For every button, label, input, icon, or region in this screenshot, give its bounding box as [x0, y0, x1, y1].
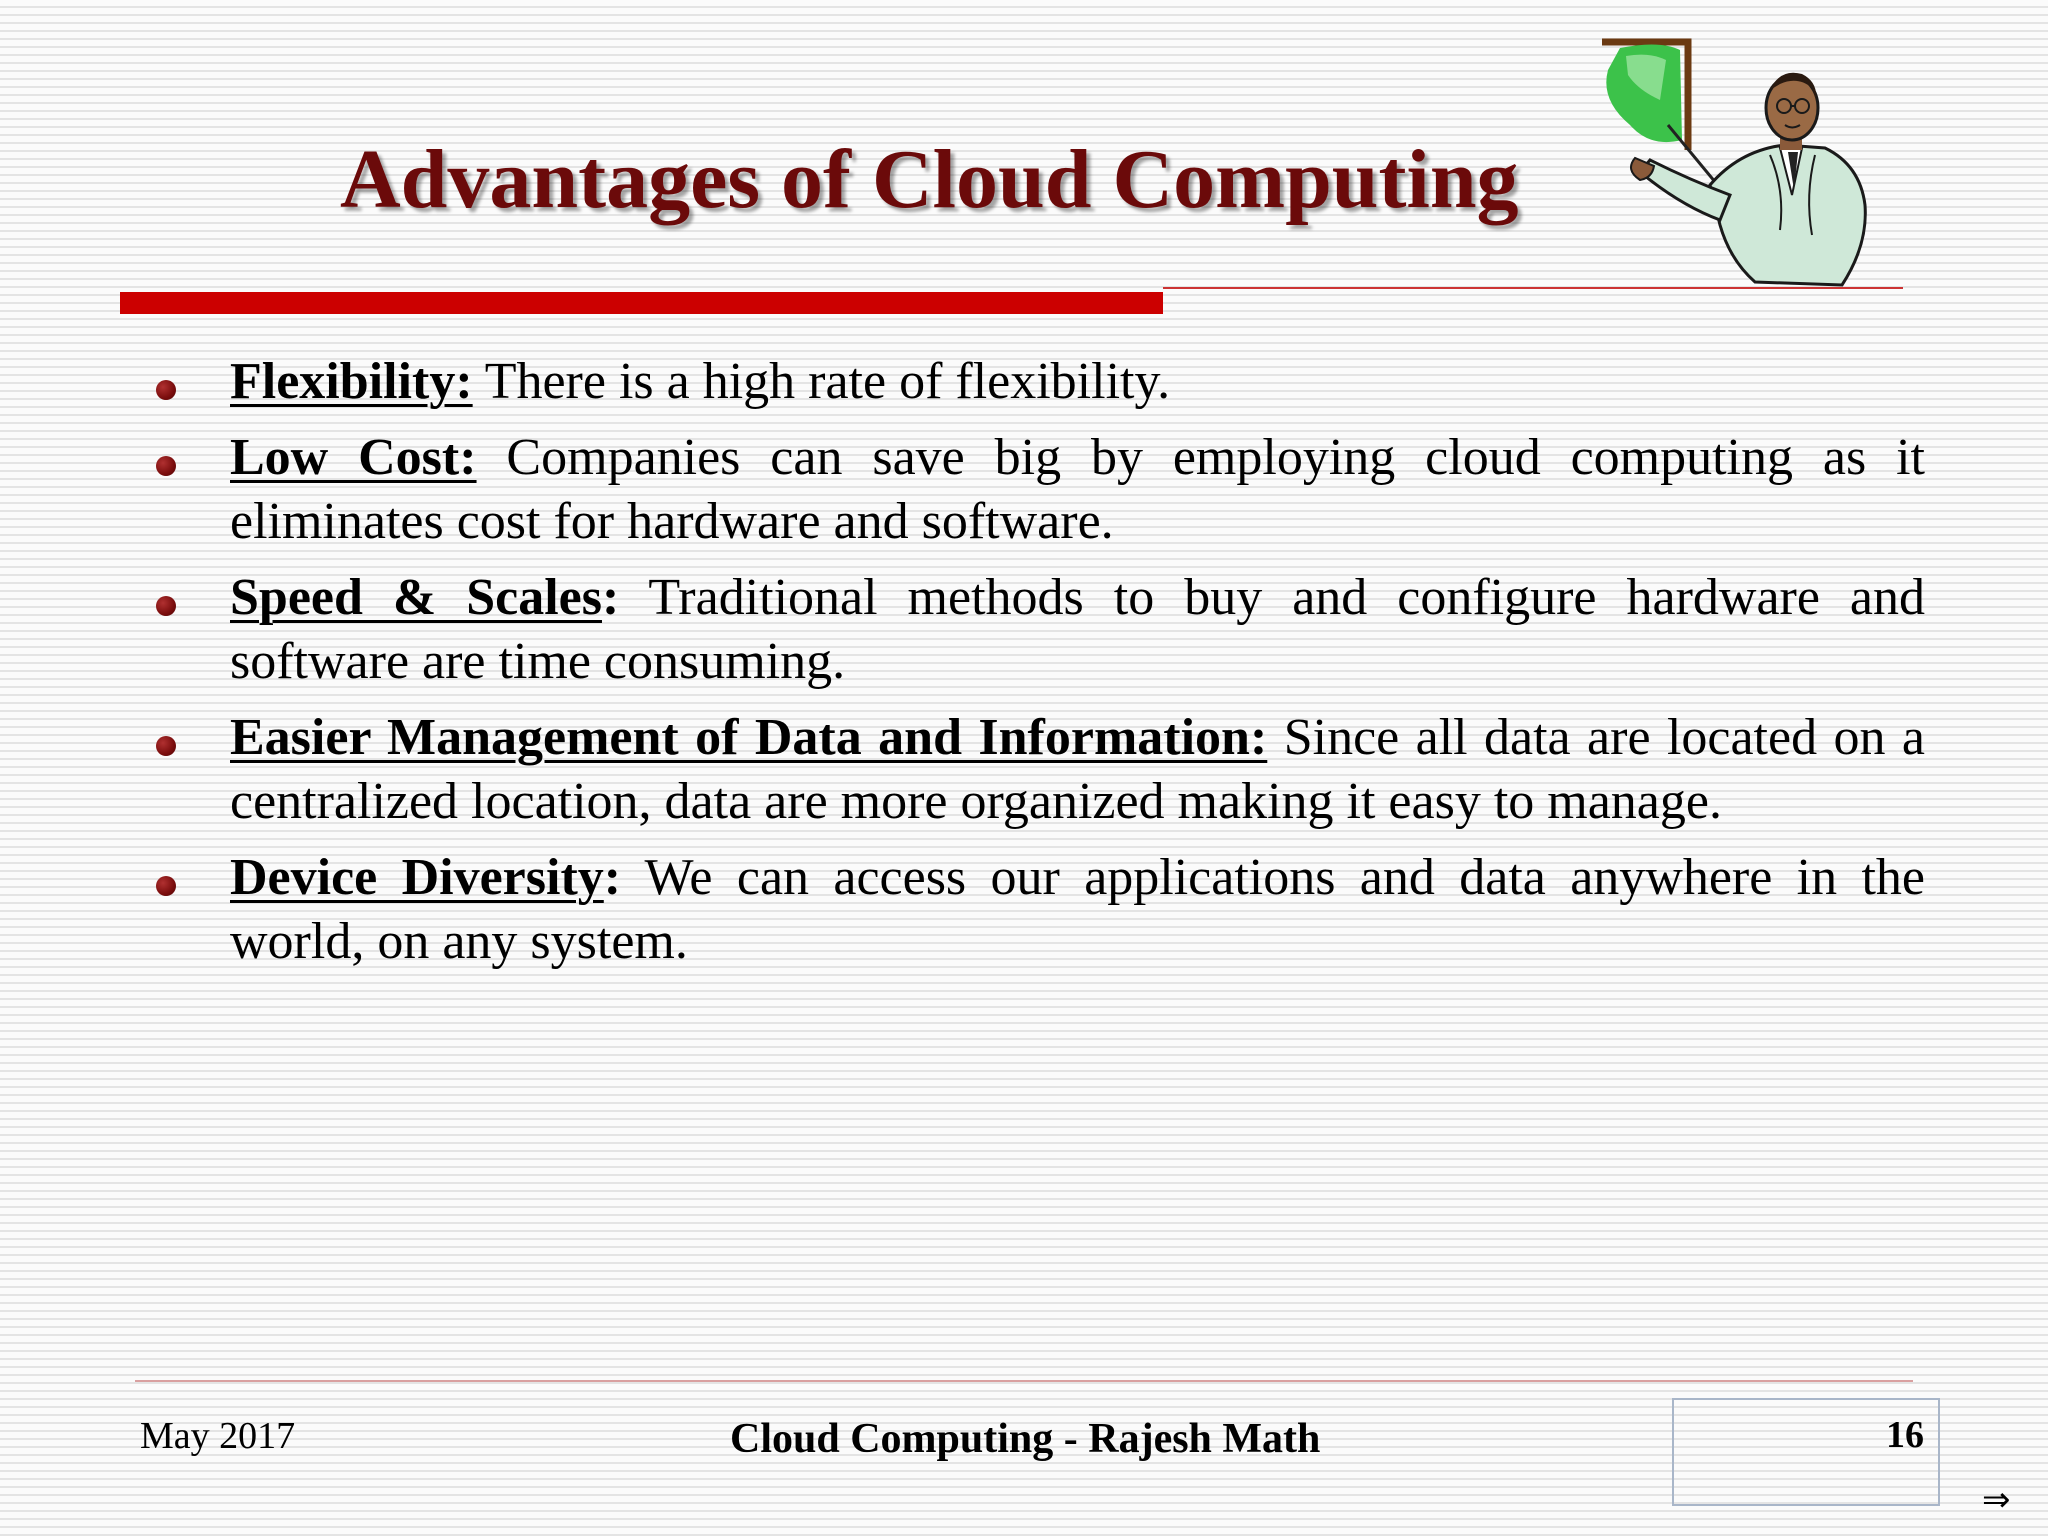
bullet-dot-icon [156, 380, 176, 400]
bullet-list [150, 350, 1925, 986]
title-underline-thin [1163, 287, 1903, 289]
bullet-item-device-diversity [150, 846, 1925, 974]
title-underline-thick [120, 292, 1163, 314]
page-number: 16 [1886, 1414, 1924, 1456]
bullet-text: There is a high rate of flexibility. [472, 353, 1171, 410]
bullet-term: Speed & Scales [230, 569, 602, 626]
bullet-term: Device Diversity [230, 849, 604, 906]
bullet-text: Companies can save big by employing cloud computing as it eliminates cost for hardware and software. [230, 429, 1925, 550]
next-slide-arrow-icon[interactable]: ⇒ [1982, 1480, 2011, 1520]
bullet-dot-icon [156, 596, 176, 616]
bullet-dot-icon [156, 456, 176, 476]
bullet-text: Traditional methods to buy and configure hardware and software are time consuming. [230, 569, 1925, 690]
presenter-pointing-at-board-icon [1580, 30, 1880, 295]
bullet-term-tail: : [601, 569, 620, 626]
slide-title: Advantages of Cloud Computing [340, 133, 1519, 226]
bullet-term: Low Cost: [230, 429, 477, 486]
bullet-term: Easier Management of Data and Information: [230, 709, 1268, 766]
footer-divider [135, 1380, 1913, 1382]
bullet-item-flexibility [150, 350, 1925, 414]
bullet-text: Since all data are located on a centralized location, data are more organized making it easy to manage. [230, 709, 1925, 830]
footer-date: May 2017 [140, 1415, 296, 1457]
bullet-item-speed-scales [150, 566, 1925, 694]
footer-title: Cloud Computing - Rajesh Math [730, 1416, 1321, 1462]
bullet-item-low-cost [150, 426, 1925, 554]
bullet-item-easier-management [150, 706, 1925, 834]
bullet-dot-icon [156, 876, 176, 896]
page-number-box [1672, 1398, 1940, 1506]
bullet-text: We can access our applications and data anywhere in the world, on any system. [230, 849, 1925, 970]
bullet-term: Flexibility: [230, 353, 473, 410]
bullet-term-tail: : [603, 849, 622, 906]
bullet-dot-icon [156, 736, 176, 756]
